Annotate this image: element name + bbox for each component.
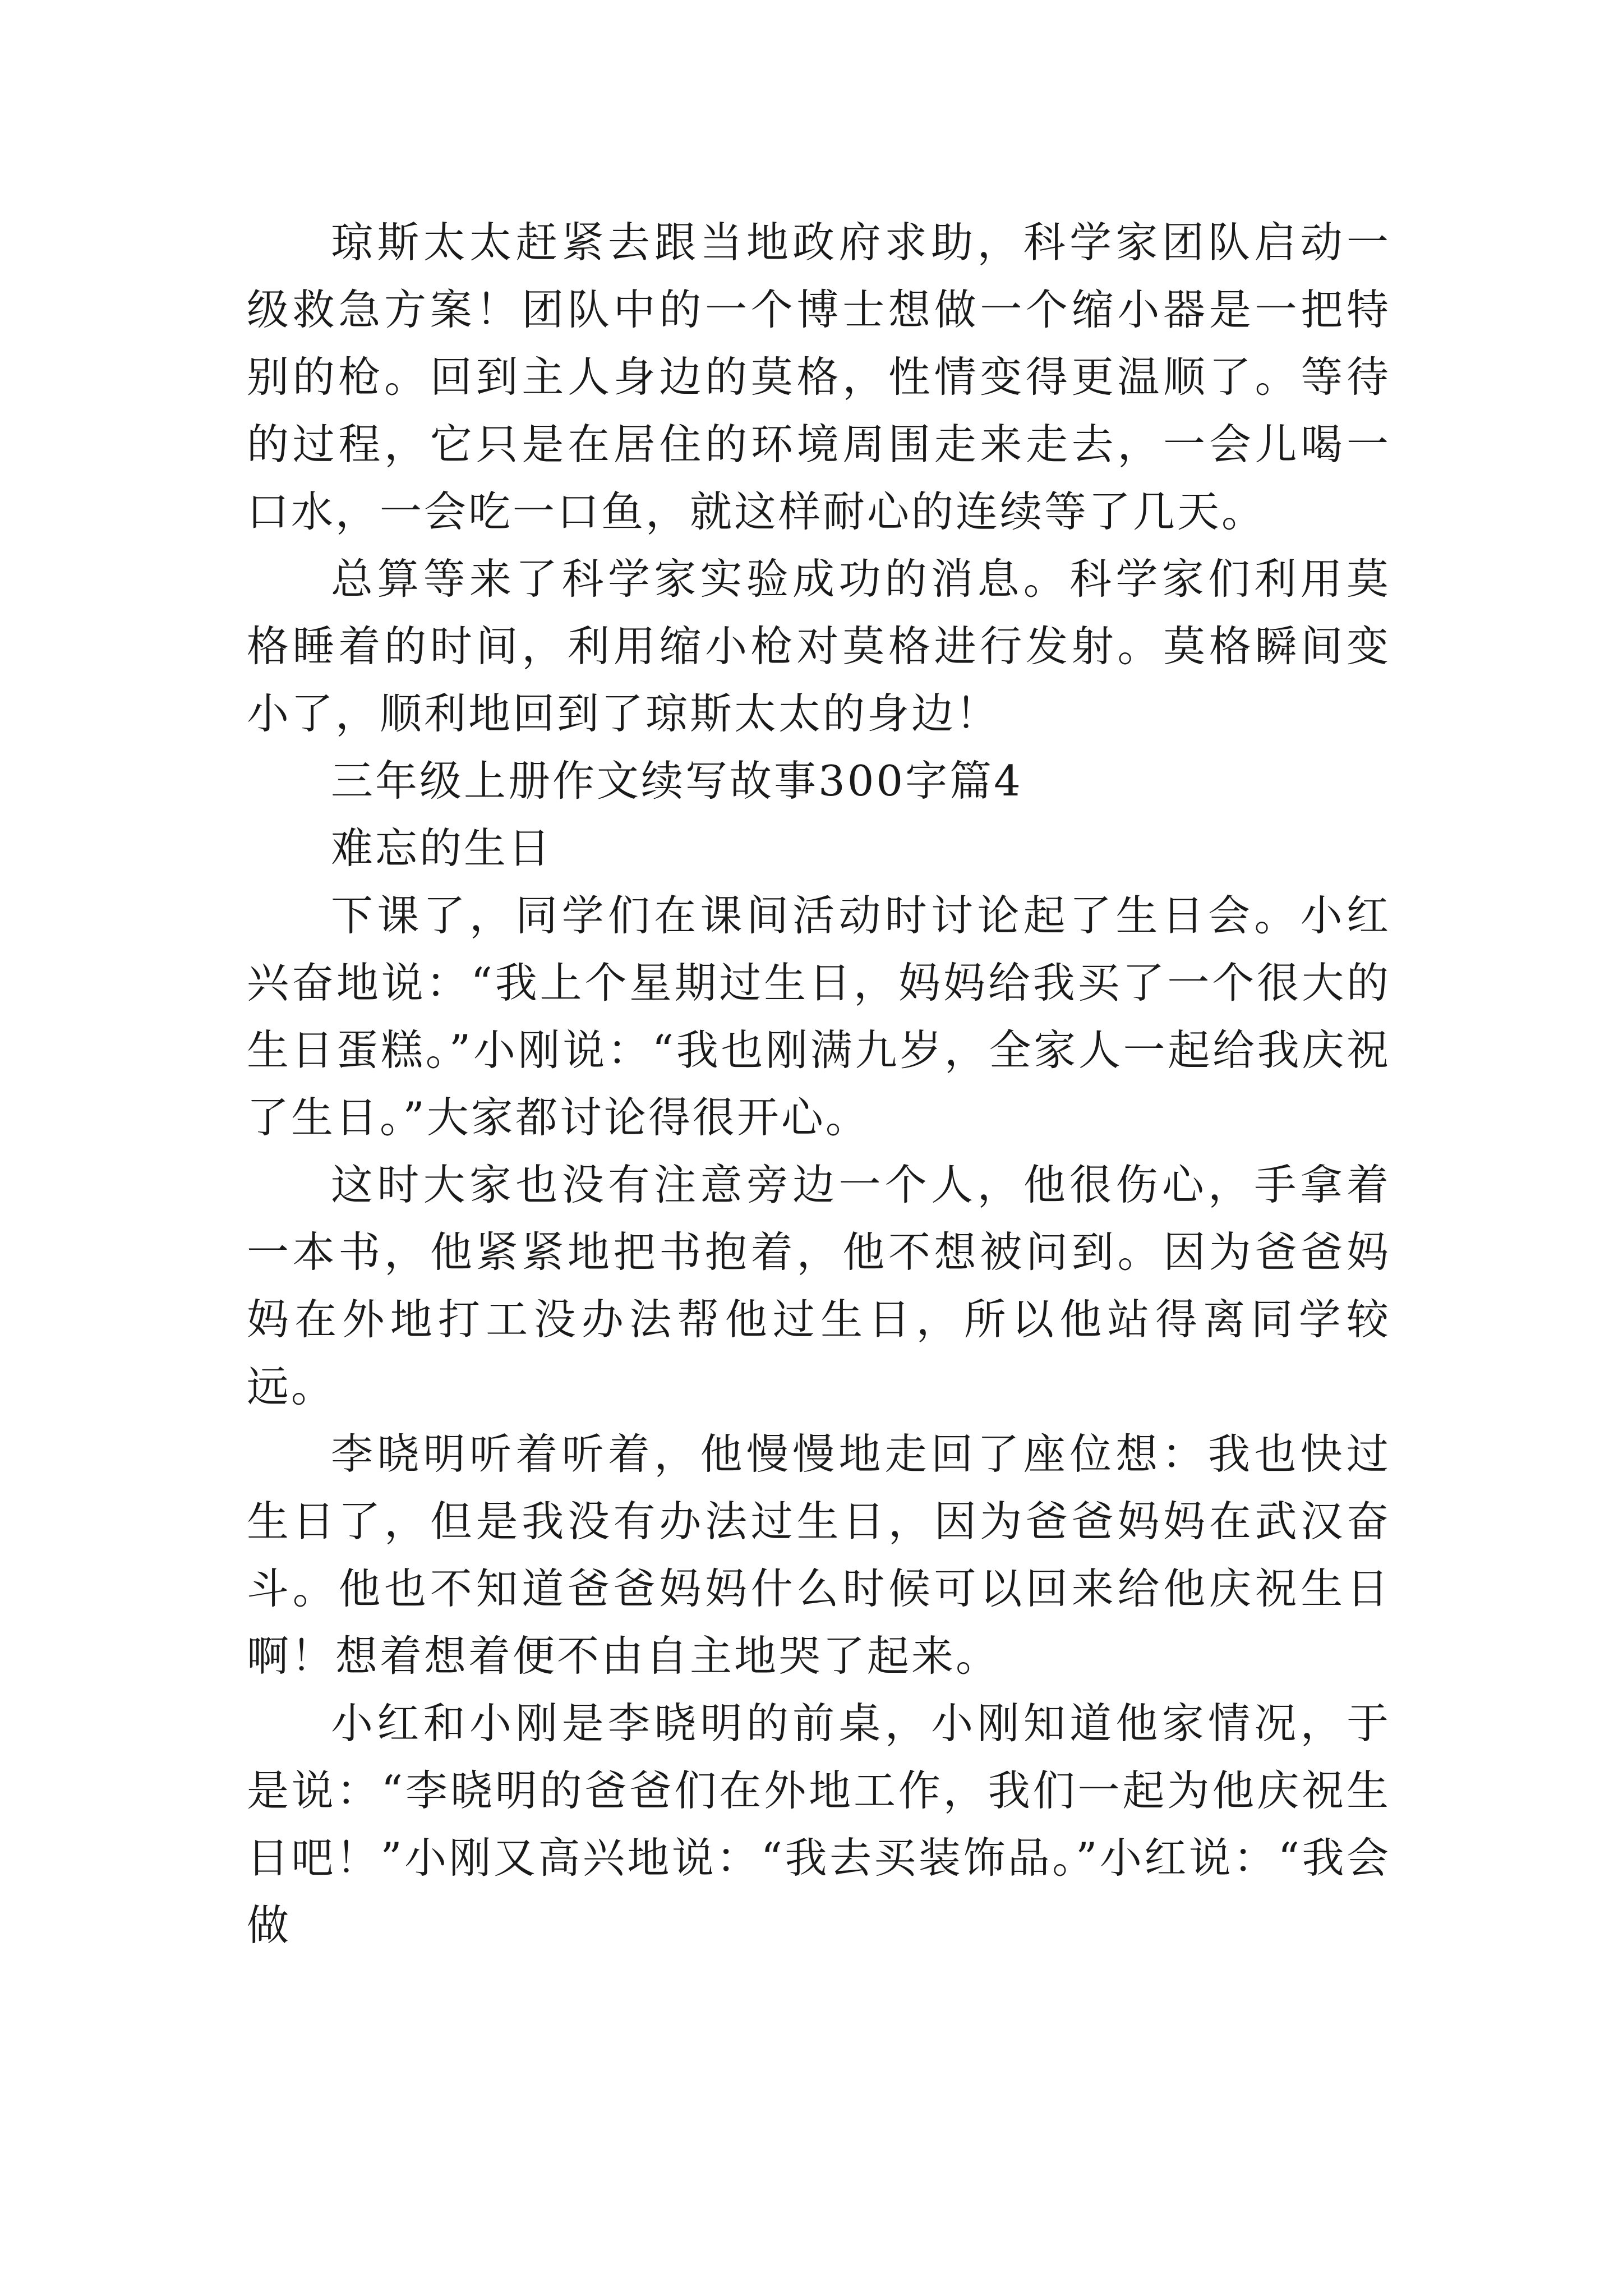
story-title: 难忘的生日	[331, 823, 553, 873]
paragraph: 下课了，同学们在课间活动时讨论起了生日会。小红兴奋地说：“我上个星期过生日，妈妈给我买了一个很大的生日蛋糕。”小刚说：“我也刚满九岁，全家人一起给我庆祝了生日。”大家都讨论得很开心。	[247, 891, 1391, 1142]
section-heading: 三年级上册作文续写故事300字篇4	[331, 756, 1023, 806]
paragraph: 小红和小刚是李晓明的前桌，小刚知道他家情况，于是说：“李晓明的爸爸们在外地工作，我们一起为他庆祝生日吧！”小刚又高兴地说：“我去买装饰品。”小红说：“我会做	[247, 1699, 1391, 1950]
paragraph: 琼斯太太赶紧去跟当地政府求助，科学家团队启动一级救急方案！团队中的一个博士想做一个缩小器是一把特别的枪。回到主人身边的莫格，性情变得更温顺了。等待的过程，它只是在居住的环境周围走来走去，一会儿喝一口水，一会吃一口鱼，就这样耐心的连续等了几天。	[247, 218, 1391, 536]
document-body	[247, 209, 1391, 1959]
paragraph: 这时大家也没有注意旁边一个人，他很伤心，手拿着一本书，他紧紧地把书抱着，他不想被问到。因为爸爸妈妈在外地打工没办法帮他过生日，所以他站得离同学较远。	[247, 1160, 1391, 1411]
paragraph: 总算等来了科学家实验成功的消息。科学家们利用莫格睡着的时间，利用缩小枪对莫格进行发射。莫格瞬间变小了，顺利地回到了琼斯太太的身边！	[247, 554, 1391, 738]
paragraph: 李晓明听着听着，他慢慢地走回了座位想：我也快过生日了，但是我没有办法过生日，因为爸爸妈妈在武汉奋斗。他也不知道爸爸妈妈什么时候可以回来给他庆祝生日啊！想着想着便不由自主地哭了起来。	[247, 1429, 1391, 1681]
